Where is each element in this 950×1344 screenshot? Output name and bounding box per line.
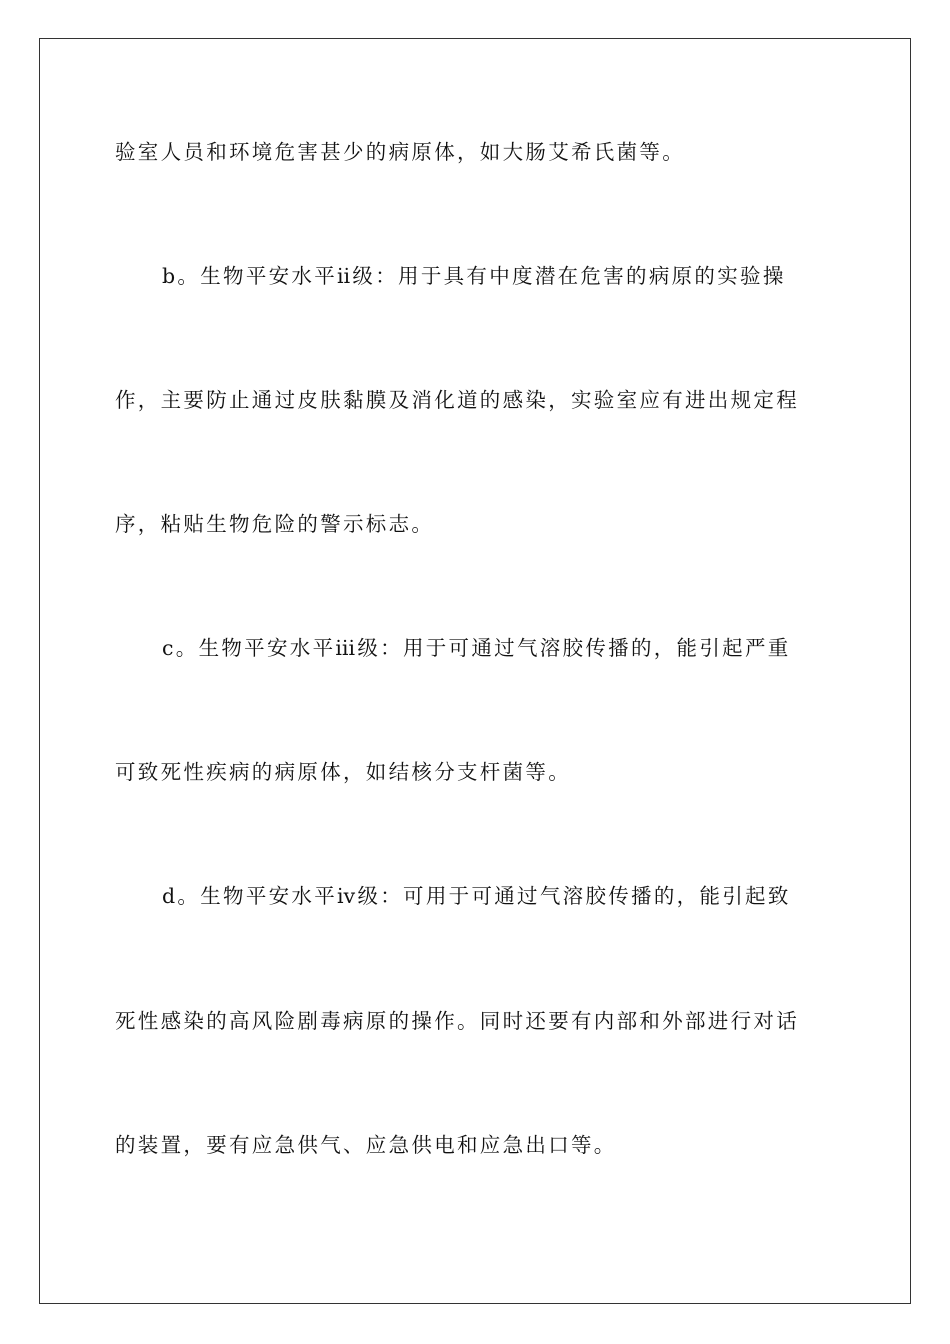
- paragraph-b-line-3: 序，粘贴生物危险的警示标志。: [115, 512, 435, 536]
- paragraph-c-line-2: 可致死性疾病的病原体，如结核分支杆菌等。: [115, 760, 571, 784]
- paragraph-b-line-1: b。生物平安水平ⅱ级：用于具有中度潜在危害的病原的实验操: [162, 264, 786, 288]
- paragraph-a-continuation: 验室人员和环境危害甚少的病原体，如大肠艾希氏菌等。: [115, 140, 685, 164]
- paragraph-c-line-1: c。生物平安水平ⅲ级：用于可通过气溶胶传播的，能引起严重: [162, 636, 791, 660]
- paragraph-d-line-3: 的装置，要有应急供气、应急供电和应急出口等。: [115, 1133, 617, 1157]
- paragraph-d-line-2: 死性感染的高风险剧毒病原的操作。同时还要有内部和外部进行对话: [115, 1009, 799, 1033]
- paragraph-b-line-2: 作，主要防止通过皮肤黏膜及消化道的感染，实验室应有进出规定程: [115, 388, 799, 412]
- paragraph-d-line-1: d。生物平安水平ⅳ级：可用于可通过气溶胶传播的，能引起致: [162, 884, 791, 908]
- page-border: [39, 38, 911, 1304]
